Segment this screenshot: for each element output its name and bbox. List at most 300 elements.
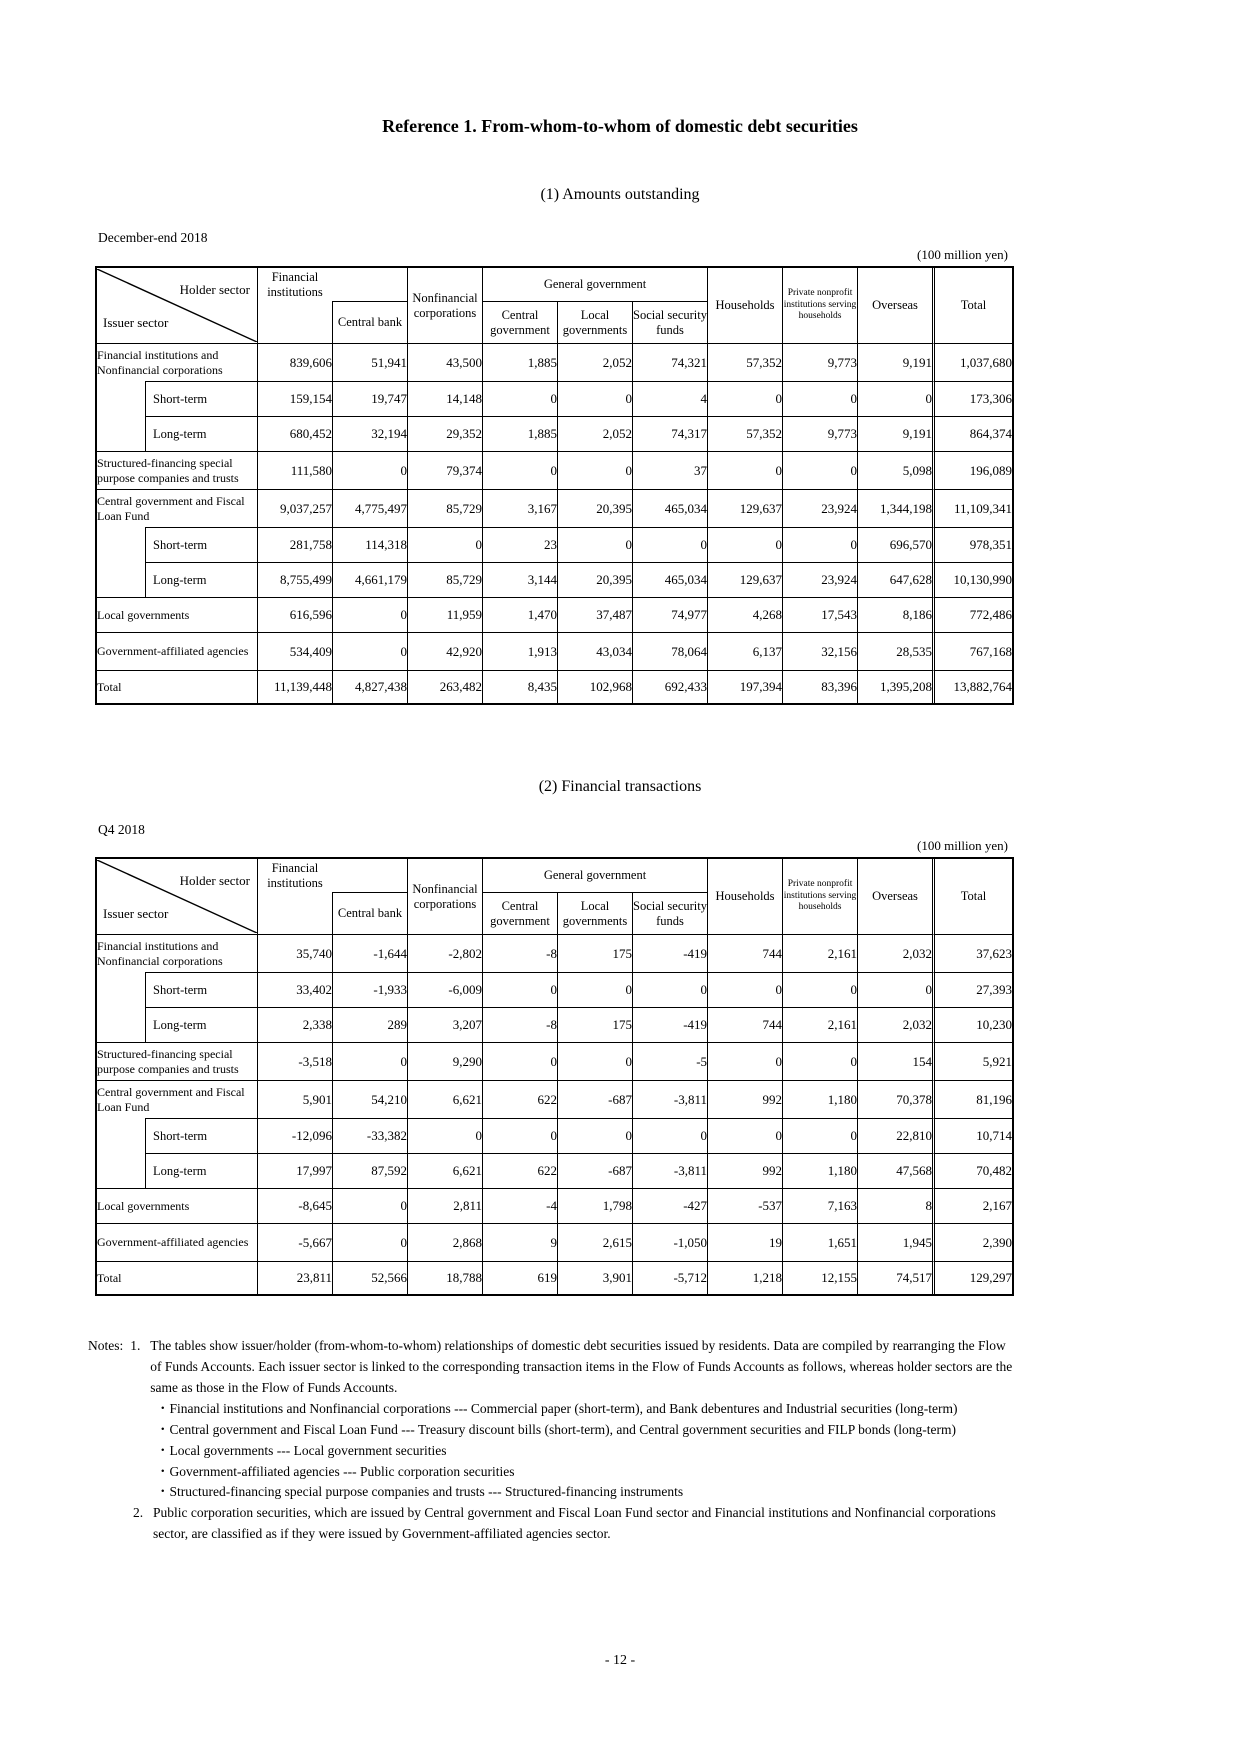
row-indent-spacer (97, 527, 145, 562)
cell: 14,148 (407, 381, 482, 416)
cell: 129,297 (932, 1261, 1012, 1294)
cell: 8,755,499 (257, 562, 332, 597)
cell: 0 (557, 381, 632, 416)
cell: 81,196 (932, 1080, 1012, 1118)
cell: 0 (857, 381, 932, 416)
cell: 9,191 (857, 416, 932, 451)
cell: 2,390 (932, 1223, 1012, 1261)
section1-period: December-end 2018 (98, 230, 208, 245)
note-bullet: ・Local governments --- Local government securities (156, 1442, 447, 1458)
cell: 11,109,341 (932, 489, 1012, 527)
cell: 4,268 (707, 597, 782, 632)
central-bank-top-spacer (332, 268, 407, 301)
cell: -5 (632, 1042, 707, 1080)
row-label: Local governments (97, 597, 257, 632)
cell: -5,712 (632, 1261, 707, 1294)
cell: 0 (557, 1118, 632, 1153)
row-label: Long-term (145, 416, 257, 451)
cell: 1,798 (557, 1188, 632, 1223)
cell: 2,032 (857, 934, 932, 972)
col-overseas: Overseas (857, 268, 932, 343)
cell: 0 (707, 527, 782, 562)
cell: 0 (557, 451, 632, 489)
table-row (97, 1153, 1012, 1188)
cell: 87,592 (332, 1153, 407, 1188)
cell: 534,409 (257, 632, 332, 670)
cell: 196,089 (932, 451, 1012, 489)
col-nonfinancial-corporations: Nonfinancial corporations (407, 859, 482, 934)
cell: -1,050 (632, 1223, 707, 1261)
amounts-outstanding-table (95, 266, 1014, 705)
col-local-governments: Local governments (557, 301, 632, 343)
cell: 992 (707, 1080, 782, 1118)
cell: 5,901 (257, 1080, 332, 1118)
cell: 4,661,179 (332, 562, 407, 597)
cell: 6,621 (407, 1080, 482, 1118)
cell: 0 (332, 1223, 407, 1261)
cell: 0 (407, 1118, 482, 1153)
cell: -12,096 (257, 1118, 332, 1153)
cell: 37 (632, 451, 707, 489)
cell: 767,168 (932, 632, 1012, 670)
cell: 9,773 (782, 343, 857, 381)
table-row (97, 381, 1012, 416)
cell: 1,395,208 (857, 670, 932, 703)
cell: 175 (557, 1007, 632, 1042)
cell: 0 (707, 381, 782, 416)
table-row-total (97, 670, 1012, 703)
row-label: Structured-financing special purpose companies and trusts (97, 1042, 257, 1080)
col-households: Households (707, 268, 782, 343)
table-row (97, 451, 1012, 489)
section1-heading: (1) Amounts outstanding (540, 186, 700, 203)
cell: 7,163 (782, 1188, 857, 1223)
cell: 839,606 (257, 343, 332, 381)
table-row (97, 972, 1012, 1007)
cell: 197,394 (707, 670, 782, 703)
cell: 622 (482, 1153, 557, 1188)
cell: 1,913 (482, 632, 557, 670)
col-social-security-funds: Social security funds (632, 892, 707, 934)
cell: 0 (482, 1118, 557, 1153)
cell: 2,161 (782, 1007, 857, 1042)
cell: 0 (557, 972, 632, 1007)
cell: 465,034 (632, 562, 707, 597)
col-local-governments: Local governments (557, 892, 632, 934)
cell: 20,395 (557, 489, 632, 527)
cell: 29,352 (407, 416, 482, 451)
cell: 5,921 (932, 1042, 1012, 1080)
cell: 0 (782, 1042, 857, 1080)
note-bullet: ・Central government and Fiscal Loan Fund --- Treasury discount bills (short-term), and Central government securities and FILP bonds (long-term) (156, 1421, 956, 1437)
cell: 129,637 (707, 489, 782, 527)
cell: 8,435 (482, 670, 557, 703)
cell: 978,351 (932, 527, 1012, 562)
cell: -3,811 (632, 1153, 707, 1188)
cell: 32,156 (782, 632, 857, 670)
table-row (97, 489, 1012, 527)
row-indent-spacer (97, 1118, 145, 1153)
cell: -8 (482, 934, 557, 972)
cell: -1,933 (332, 972, 407, 1007)
col-financial-institutions: Financial institutions (257, 859, 332, 892)
cell: 28,535 (857, 632, 932, 670)
issuer-sector-label: Issuer sector (103, 906, 169, 921)
cell: 2,338 (257, 1007, 332, 1042)
cell: 744 (707, 934, 782, 972)
row-label: Short-term (145, 1118, 257, 1153)
cell: -687 (557, 1080, 632, 1118)
cell: 0 (707, 972, 782, 1007)
cell: 78,064 (632, 632, 707, 670)
cell: 9,290 (407, 1042, 482, 1080)
cell: 0 (482, 381, 557, 416)
cell: 0 (707, 1118, 782, 1153)
cell: 864,374 (932, 416, 1012, 451)
cell: 0 (782, 451, 857, 489)
cell: 2,052 (557, 343, 632, 381)
cell: 10,230 (932, 1007, 1012, 1042)
cell: 114,318 (332, 527, 407, 562)
cell: 0 (632, 972, 707, 1007)
cell: 43,500 (407, 343, 482, 381)
cell: 129,637 (707, 562, 782, 597)
cell: -8 (482, 1007, 557, 1042)
cell: 1,885 (482, 343, 557, 381)
cell: 1,180 (782, 1080, 857, 1118)
cell: 19 (707, 1223, 782, 1261)
cell: -687 (557, 1153, 632, 1188)
cell: 6,137 (707, 632, 782, 670)
cell: 4,827,438 (332, 670, 407, 703)
cell: 111,580 (257, 451, 332, 489)
cell: 680,452 (257, 416, 332, 451)
cell: 4 (632, 381, 707, 416)
col-central-bank: Central bank (332, 892, 407, 934)
row-label: Long-term (145, 1153, 257, 1188)
cell: 11,959 (407, 597, 482, 632)
col-central-bank: Central bank (332, 301, 407, 343)
cell: 1,651 (782, 1223, 857, 1261)
cell: 12,155 (782, 1261, 857, 1294)
cell: 0 (707, 1042, 782, 1080)
cell: 0 (782, 1118, 857, 1153)
section2-unit: (100 million yen) (917, 838, 1008, 853)
cell: 2,868 (407, 1223, 482, 1261)
cell: 8 (857, 1188, 932, 1223)
table-row (97, 1118, 1012, 1153)
notes (88, 1336, 1016, 1545)
note-bullet: ・Government-affiliated agencies --- Public corporation securities (156, 1463, 515, 1479)
cell: 1,180 (782, 1153, 857, 1188)
cell: -8,645 (257, 1188, 332, 1223)
note-1 (88, 1336, 1016, 1399)
cell: 54,210 (332, 1080, 407, 1118)
col-general-government: General government (482, 268, 707, 301)
cell: 2,167 (932, 1188, 1012, 1223)
central-bank-top-spacer (332, 859, 407, 892)
cell: 52,566 (332, 1261, 407, 1294)
notes-label: Notes: (88, 1338, 124, 1353)
table-row-total (97, 1261, 1012, 1294)
corner-cell (97, 268, 257, 343)
cell: -6,009 (407, 972, 482, 1007)
holder-sector-label: Holder sector (179, 282, 250, 297)
cell: 19,747 (332, 381, 407, 416)
cell: -419 (632, 1007, 707, 1042)
cell: 9,037,257 (257, 489, 332, 527)
cell: 3,144 (482, 562, 557, 597)
cell: 74,317 (632, 416, 707, 451)
cell: 32,194 (332, 416, 407, 451)
cell: 3,167 (482, 489, 557, 527)
page-title: Reference 1. From-whom-to-whom of domestic debt securities (382, 116, 858, 136)
cell: 23,924 (782, 489, 857, 527)
cell: 2,052 (557, 416, 632, 451)
row-label: Short-term (145, 527, 257, 562)
cell: 43,034 (557, 632, 632, 670)
section1-unit: (100 million yen) (917, 247, 1008, 262)
cell: 0 (632, 527, 707, 562)
cell: 17,543 (782, 597, 857, 632)
col-general-government: General government (482, 859, 707, 892)
cell: 2,811 (407, 1188, 482, 1223)
table-row (97, 343, 1012, 381)
cell: 11,139,448 (257, 670, 332, 703)
cell: 289 (332, 1007, 407, 1042)
financial-institutions-subspacer (257, 301, 332, 343)
cell: 2,161 (782, 934, 857, 972)
cell: 27,393 (932, 972, 1012, 1007)
row-label: Long-term (145, 562, 257, 597)
cell: 23,811 (257, 1261, 332, 1294)
cell: 4,775,497 (332, 489, 407, 527)
note-2 (88, 1503, 1016, 1545)
note-bullet: ・Financial institutions and Nonfinancial corporations --- Commercial paper (short-term), and Bank debentures and Industrial securities (long-term) (156, 1400, 958, 1416)
cell: 8,186 (857, 597, 932, 632)
cell: 772,486 (932, 597, 1012, 632)
cell: 3,207 (407, 1007, 482, 1042)
cell: 9,191 (857, 343, 932, 381)
financial-transactions-table (95, 857, 1014, 1296)
cell: 22,810 (857, 1118, 932, 1153)
cell: 57,352 (707, 416, 782, 451)
col-total: Total (932, 859, 1012, 934)
cell: 23,924 (782, 562, 857, 597)
row-label: Long-term (145, 1007, 257, 1042)
table-row (97, 562, 1012, 597)
col-nonfinancial-corporations: Nonfinancial corporations (407, 268, 482, 343)
cell: -3,518 (257, 1042, 332, 1080)
cell: 1,470 (482, 597, 557, 632)
cell: 70,378 (857, 1080, 932, 1118)
cell: 0 (557, 527, 632, 562)
col-central-government: Central government (482, 892, 557, 934)
issuer-sector-label: Issuer sector (103, 315, 169, 330)
cell: 616,596 (257, 597, 332, 632)
diagonal-line (97, 860, 257, 933)
cell: 159,154 (257, 381, 332, 416)
corner-cell (97, 859, 257, 934)
cell: 0 (482, 972, 557, 1007)
cell: 35,740 (257, 934, 332, 972)
cell: 154 (857, 1042, 932, 1080)
row-label: Short-term (145, 972, 257, 1007)
row-label: Structured-financing special purpose companies and trusts (97, 451, 257, 489)
col-central-government: Central government (482, 301, 557, 343)
cell: 37,623 (932, 934, 1012, 972)
cell: 0 (332, 632, 407, 670)
cell: 37,487 (557, 597, 632, 632)
cell: 102,968 (557, 670, 632, 703)
cell: -3,811 (632, 1080, 707, 1118)
cell: 992 (707, 1153, 782, 1188)
cell: 6,621 (407, 1153, 482, 1188)
row-indent-spacer (97, 1153, 145, 1188)
cell: 1,885 (482, 416, 557, 451)
cell: 0 (782, 972, 857, 1007)
col-private-nonprofit: Private nonprofit institutions serving households (782, 859, 857, 934)
cell: 0 (482, 451, 557, 489)
table-row (97, 1007, 1012, 1042)
cell: -5,667 (257, 1223, 332, 1261)
row-label: Financial institutions and Nonfinancial corporations (97, 343, 257, 381)
cell: 47,568 (857, 1153, 932, 1188)
cell: 23 (482, 527, 557, 562)
cell: 0 (632, 1118, 707, 1153)
col-financial-institutions: Financial institutions (257, 268, 332, 301)
table-row (97, 1188, 1012, 1223)
cell: 42,920 (407, 632, 482, 670)
col-overseas: Overseas (857, 859, 932, 934)
row-indent-spacer (97, 381, 145, 416)
cell: 0 (782, 527, 857, 562)
section2-heading: (2) Financial transactions (538, 778, 702, 795)
row-label: Government-affiliated agencies (97, 1223, 257, 1261)
table-row (97, 1223, 1012, 1261)
cell: 18,788 (407, 1261, 482, 1294)
cell: -427 (632, 1188, 707, 1223)
corner-diagonal (97, 269, 257, 342)
col-total: Total (932, 268, 1012, 343)
row-label: Financial institutions and Nonfinancial corporations (97, 934, 257, 972)
row-indent-spacer (97, 562, 145, 597)
cell: 622 (482, 1080, 557, 1118)
cell: 692,433 (632, 670, 707, 703)
cell: 0 (332, 1042, 407, 1080)
page-number: - 12 - (604, 1653, 636, 1668)
cell: 9,773 (782, 416, 857, 451)
financial-institutions-subspacer (257, 892, 332, 934)
row-label: Central government and Fiscal Loan Fund (97, 1080, 257, 1118)
cell: 3,901 (557, 1261, 632, 1294)
note-1-number: 1. (130, 1338, 141, 1353)
cell: -1,644 (332, 934, 407, 972)
row-indent-spacer (97, 972, 145, 1007)
cell: 5,098 (857, 451, 932, 489)
cell: 619 (482, 1261, 557, 1294)
cell: 1,344,198 (857, 489, 932, 527)
row-label: Government-affiliated agencies (97, 632, 257, 670)
row-label: Local governments (97, 1188, 257, 1223)
cell: 1,218 (707, 1261, 782, 1294)
row-label: Total (97, 670, 257, 703)
row-label: Total (97, 1261, 257, 1294)
cell: 696,570 (857, 527, 932, 562)
cell: 173,306 (932, 381, 1012, 416)
cell: -4 (482, 1188, 557, 1223)
cell: 83,396 (782, 670, 857, 703)
col-households: Households (707, 859, 782, 934)
note-bullets (88, 1399, 1016, 1504)
cell: 744 (707, 1007, 782, 1042)
cell: 263,482 (407, 670, 482, 703)
corner-diagonal (97, 860, 257, 933)
cell: 2,032 (857, 1007, 932, 1042)
section2-period: Q4 2018 (98, 822, 145, 837)
table-row (97, 1042, 1012, 1080)
cell: 175 (557, 934, 632, 972)
cell: 57,352 (707, 343, 782, 381)
cell: 10,130,990 (932, 562, 1012, 597)
cell: 74,321 (632, 343, 707, 381)
cell: 1,945 (857, 1223, 932, 1261)
col-social-security-funds: Social security funds (632, 301, 707, 343)
note-2-number: 2. (133, 1505, 144, 1521)
cell: 0 (707, 451, 782, 489)
cell: 0 (782, 381, 857, 416)
cell: 13,882,764 (932, 670, 1012, 703)
cell: 0 (857, 972, 932, 1007)
cell: 2,615 (557, 1223, 632, 1261)
cell: 647,628 (857, 562, 932, 597)
table-row (97, 416, 1012, 451)
note-1-text: The tables show issuer/holder (from-whom-to-whom) relationships of domestic debt securities issued by residents. Data are compiled by rearranging the Flow of Funds Accounts. Each issuer sector is linked to the corresponding transaction items in the Flow of Funds Accounts as follows, whereas holder sectors are the same as those in the Flow of Funds Accounts. (150, 1338, 1013, 1395)
cell: 70,482 (932, 1153, 1012, 1188)
note-2-text: Public corporation securities, which are issued by Central government and Fiscal Loan Fund sector and Financial institutions and Nonfinancial corporations sector, are classified as if they were issued by Government-affiliated agencies sector. (153, 1505, 996, 1542)
cell: -33,382 (332, 1118, 407, 1153)
cell: -2,802 (407, 934, 482, 972)
cell: 0 (332, 597, 407, 632)
diagonal-line (97, 269, 257, 342)
cell: 0 (407, 527, 482, 562)
row-indent-spacer (97, 416, 145, 451)
holder-sector-label: Holder sector (179, 873, 250, 888)
cell: 1,037,680 (932, 343, 1012, 381)
cell: 0 (482, 1042, 557, 1080)
table-row (97, 934, 1012, 972)
note-bullet: ・Structured-financing special purpose companies and trusts --- Structured-financing instruments (156, 1484, 684, 1500)
cell: -419 (632, 934, 707, 972)
row-label: Central government and Fiscal Loan Fund (97, 489, 257, 527)
cell: 0 (557, 1042, 632, 1080)
cell: 9 (482, 1223, 557, 1261)
cell: 0 (332, 451, 407, 489)
table-row (97, 1080, 1012, 1118)
cell: 10,714 (932, 1118, 1012, 1153)
cell: -537 (707, 1188, 782, 1223)
cell: 74,517 (857, 1261, 932, 1294)
cell: 33,402 (257, 972, 332, 1007)
cell: 465,034 (632, 489, 707, 527)
table-row (97, 597, 1012, 632)
table-row (97, 632, 1012, 670)
cell: 20,395 (557, 562, 632, 597)
cell: 85,729 (407, 562, 482, 597)
row-indent-spacer (97, 1007, 145, 1042)
col-private-nonprofit: Private nonprofit institutions serving households (782, 268, 857, 343)
cell: 74,977 (632, 597, 707, 632)
